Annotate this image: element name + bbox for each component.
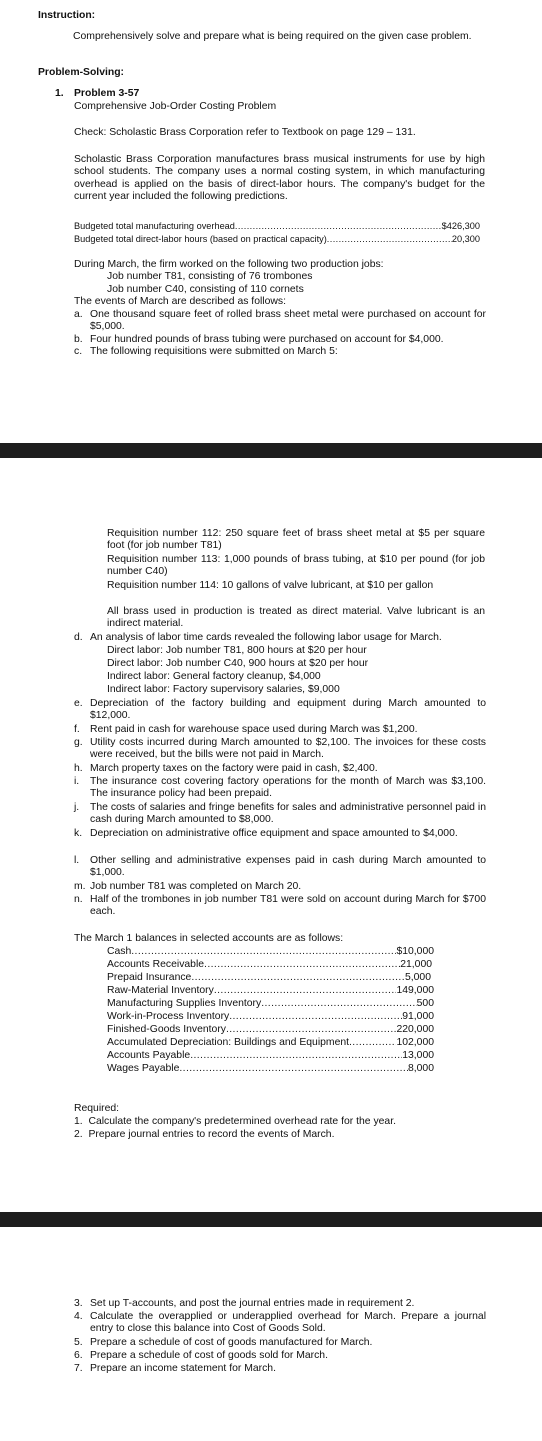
account-name: Accounts Payable <box>107 1050 191 1061</box>
balance-row <box>107 1050 434 1062</box>
account-name: Prepaid Insurance <box>107 972 192 983</box>
budget-value: $426,300 <box>441 221 480 231</box>
account-balance: 149,000 <box>396 985 434 996</box>
event-text: Half of the trombones in job number T81 were sold on account during March for $700 each. <box>90 894 486 918</box>
event-marker: j. <box>74 802 80 813</box>
required-heading: Required: <box>74 1103 120 1114</box>
budget-label: Budgeted total manufacturing overhead <box>74 221 235 231</box>
event-marker: i. <box>74 776 80 787</box>
event-marker: a. <box>74 309 83 320</box>
labor-line: Direct labor: Job number T81, 800 hours at $20 per hour <box>107 645 367 656</box>
labor-line: Direct labor: Job number C40, 900 hours at $20 per hour <box>107 658 369 669</box>
event-marker: n. <box>74 894 83 905</box>
account-name: Cash <box>107 946 132 957</box>
check-line: Check: Scholastic Brass Corporation refer to Textbook on page 129 – 131. <box>74 127 416 138</box>
event-marker: e. <box>74 698 83 709</box>
account-balance: 91,000 <box>402 1011 434 1022</box>
page-divider <box>0 1212 542 1227</box>
account-name: Finished-Goods Inventory <box>107 1024 226 1035</box>
page-divider <box>0 443 542 458</box>
account-balance: 500 <box>416 998 434 1009</box>
event-text: Depreciation on administrative office equipment and space amounted to $4,000. <box>90 828 458 839</box>
account-balance: 21,000 <box>400 959 432 970</box>
balance-row <box>107 1037 434 1049</box>
brass-note: All brass used in production is treated as direct material. Valve lubricant is an indirect material. <box>107 606 485 630</box>
balance-row <box>107 972 431 984</box>
account-name: Work-in-Process Inventory <box>107 1011 230 1022</box>
event-text: Utility costs incurred during March amounted to $2,100. The invoices for these costs were received, but the bills were not paid in March. <box>90 737 486 761</box>
required-item: Calculate the overapplied or underapplied overhead for March. Prepare a journal entry to close this balance into Cost of Goods Sold. <box>90 1311 486 1335</box>
event-text: Rent paid in cash for warehouse space used during March was $1,200. <box>90 724 418 735</box>
account-name: Accumulated Depreciation: Buildings and Equipment <box>107 1037 350 1048</box>
account-name: Raw-Material Inventory <box>107 985 214 996</box>
budget-label: Budgeted total direct-labor hours (based on practical capacity) <box>74 234 327 244</box>
event-marker: g. <box>74 737 83 748</box>
event-a: One thousand square feet of rolled brass sheet metal were purchased on account for $5,000. <box>90 309 486 333</box>
event-text: Job number T81 was completed on March 20. <box>90 881 302 892</box>
event-marker: m. <box>74 881 86 892</box>
event-b: Four hundred pounds of brass tubing were purchased on account for $4,000. <box>90 334 444 344</box>
account-name: Manufacturing Supplies Inventory <box>107 998 262 1009</box>
event-marker: l. <box>74 855 80 866</box>
problem-subtitle: Comprehensive Job-Order Costing Problem <box>74 101 277 112</box>
event-marker: b. <box>74 334 83 344</box>
event-text: The insurance cost covering factory operations for the month of March was $3,100. The insurance policy had been prepaid. <box>90 776 486 800</box>
required-marker: 7. <box>74 1363 83 1374</box>
account-balance: 8,000 <box>407 1063 434 1074</box>
account-balance: 102,000 <box>396 1037 434 1048</box>
problem-title: Problem 3-57 <box>74 88 140 99</box>
required-item: 2. Prepare journal entries to record the events of March. <box>74 1129 335 1140</box>
event-text: Other selling and administrative expenses paid in cash during March amounted to $1,000. <box>90 855 486 879</box>
balance-row <box>107 998 434 1010</box>
budget-row <box>74 220 480 232</box>
required-item: Prepare a schedule of cost of goods manufactured for March. <box>90 1337 373 1348</box>
balances-intro: The March 1 balances in selected accounts are as follows: <box>74 933 344 944</box>
account-name: Wages Payable <box>107 1063 180 1074</box>
budget-row <box>74 233 480 245</box>
account-name: Accounts Receivable <box>107 959 205 970</box>
budget-value: 20,300 <box>451 234 480 244</box>
requisition-line: Requisition number 114: 10 gallons of valve lubricant, at $10 per gallon <box>107 580 434 591</box>
required-item: Prepare a schedule of cost of goods sold for March. <box>90 1350 328 1361</box>
account-balance: $10,000 <box>396 946 434 957</box>
balance-row <box>107 1063 434 1075</box>
event-marker: h. <box>74 763 83 774</box>
event-marker: f. <box>74 724 80 735</box>
balance-row <box>107 1024 434 1036</box>
required-marker: 3. <box>74 1298 83 1309</box>
instruction-text: Comprehensively solve and prepare what is being required on the given case problem. <box>73 31 472 42</box>
requisition-line: Requisition number 113: 1,000 pounds of brass tubing, at $10 per pound (for job number C40) <box>107 554 485 578</box>
events-intro: The events of March are described as follows: <box>74 296 286 307</box>
event-marker: c. <box>74 346 83 357</box>
event-d: An analysis of labor time cards revealed the following labor usage for March. <box>90 632 442 643</box>
march-intro: During March, the firm worked on the following two production jobs: <box>74 259 384 270</box>
required-item: Set up T-accounts, and post the journal entries made in requirement 2. <box>90 1298 415 1309</box>
event-text: The costs of salaries and fringe benefits for sales and administrative personnel paid in cash during March amounted to $8,000. <box>90 802 486 826</box>
required-marker: 6. <box>74 1350 83 1361</box>
required-item: Prepare an income statement for March. <box>90 1363 276 1374</box>
account-balance: 220,000 <box>396 1024 434 1035</box>
account-balance: 13,000 <box>402 1050 434 1061</box>
job-line: Job number C40, consisting of 110 cornets <box>107 284 304 295</box>
job-line: Job number T81, consisting of 76 trombones <box>107 271 313 282</box>
labor-line: Indirect labor: Factory supervisory salaries, $9,000 <box>107 684 340 695</box>
required-item: 1. Calculate the company's predetermined overhead rate for the year. <box>74 1116 396 1127</box>
required-marker: 5. <box>74 1337 83 1348</box>
intro-paragraph: Scholastic Brass Corporation manufactures brass musical instruments for use by high school students. The company uses a normal costing system, in which manufacturing overhead is applied on the basis of direct-labor hours. The company's budget for the current year included the following predictions. <box>74 154 485 203</box>
instruction-heading: Instruction: <box>38 10 96 21</box>
problem-number: 1. <box>55 88 64 99</box>
event-text: Depreciation of the factory building and equipment during March amounted to $12,000. <box>90 698 486 722</box>
account-balance: 5,000 <box>404 972 431 983</box>
event-text: March property taxes on the factory were paid in cash, $2,400. <box>90 763 378 774</box>
requisition-line: Requisition number 112: 250 square feet of brass sheet metal at $5 per square foot (for job number T81) <box>107 528 485 552</box>
balance-row <box>107 946 434 958</box>
event-marker: d. <box>74 632 83 643</box>
labor-line: Indirect labor: General factory cleanup, $4,000 <box>107 671 321 682</box>
balance-row <box>107 1011 434 1023</box>
event-marker: k. <box>74 828 83 839</box>
event-c: The following requisitions were submitted on March 5: <box>90 346 338 357</box>
balance-row <box>107 985 434 997</box>
cut-off-line <box>70 334 500 344</box>
balance-row <box>107 959 432 971</box>
required-marker: 4. <box>74 1311 83 1322</box>
problem-solving-heading: Problem-Solving: <box>38 67 125 78</box>
